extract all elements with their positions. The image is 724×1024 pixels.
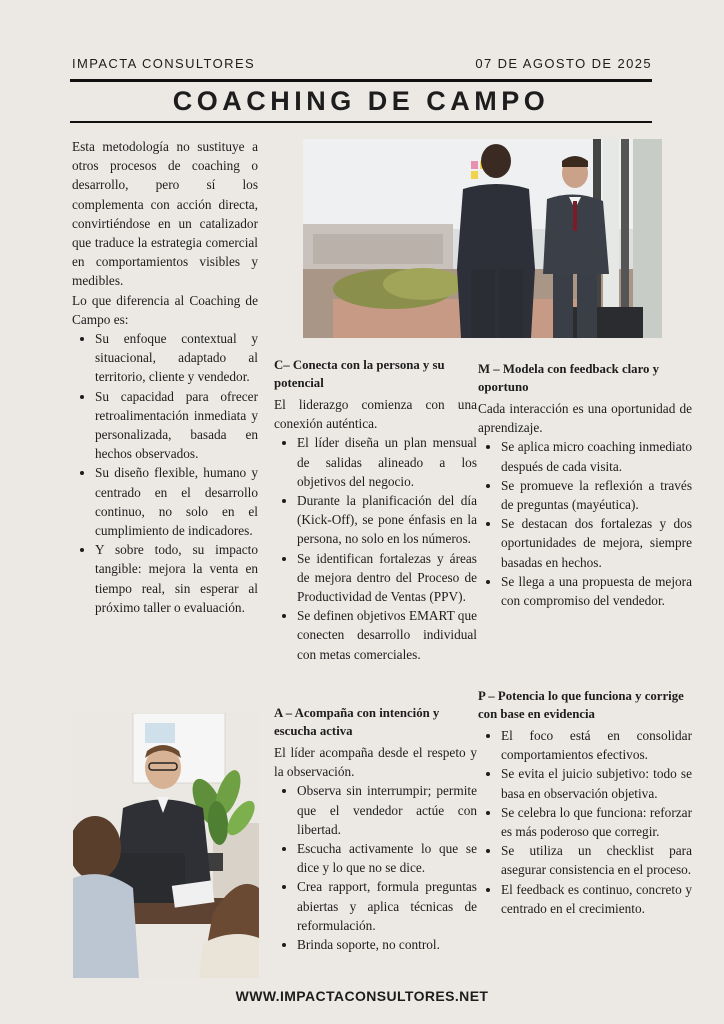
list-item: • Brinda soporte, no control.: [297, 935, 477, 954]
section-p-title: P – Potencia lo que funciona y corrige con base en evidencia: [478, 689, 684, 721]
list-item: • Se definen objetivos EMART que conecten desarrollo individual con metas comerciales.: [297, 606, 477, 664]
lead-paragraph: Lo que diferencia al Coaching de Campo es:: [72, 292, 258, 327]
section-m: [478, 360, 692, 610]
office-meeting-photo: [303, 139, 662, 338]
intro-paragraph: Esta metodología no sustituye a otros procesos de coaching o desarrollo, pero sí los complementa con acción directa, convirtiéndose en un catalizador que traduce la estrategia comercial en comportamientos visibles y medibles.: [72, 139, 258, 289]
section-p: [478, 687, 692, 918]
section-a: [274, 704, 477, 954]
list-item: • Se celebra lo que funciona: reforzar es más poderoso que corregir.: [501, 803, 692, 841]
list-item: • Se aplica micro coaching inmediato después de cada visita.: [501, 437, 692, 475]
list-item: • Escucha activamente lo que se dice y lo que no se dice.: [297, 839, 477, 877]
laptop-meeting-photo: [73, 713, 259, 978]
list-item: • Se utiliza un checklist para asegurar consistencia en el proceso.: [501, 841, 692, 879]
header-rule-top: [70, 79, 652, 82]
page-title: COACHING DE CAMPO: [172, 86, 550, 116]
left-column: [72, 137, 258, 617]
differentiators-list: [72, 329, 258, 617]
section-m-title: M – Modela con feedback claro y oportuno: [478, 362, 660, 394]
list-item: • El feedback es continuo, concreto y centrado en el crecimiento.: [501, 880, 692, 918]
header-rule-bottom: [70, 121, 652, 123]
document-date: 07 DE AGOSTO DE 2025: [475, 56, 652, 71]
list-item: • Se llega a una propuesta de mejora con compromiso del vendedor.: [501, 572, 692, 610]
section-a-list: [274, 781, 477, 954]
section-a-title: A – Acompaña con intención y escucha activa: [274, 706, 440, 738]
section-a-intro: El líder acompaña desde el respeto y la observación.: [274, 745, 477, 780]
laptop-meeting-illustration: [73, 713, 259, 978]
list-item: • Su capacidad para ofrecer retroalimentación inmediata y personalizada, basada en hechos observados.: [95, 387, 258, 464]
company-name: IMPACTA CONSULTORES: [72, 56, 256, 71]
list-item: • Se identifican fortalezas y áreas de mejora dentro del Proceso de Productividad de Ventas (PPV).: [297, 549, 477, 607]
list-item: • Se promueve la reflexión a través de preguntas (mayéutica).: [501, 476, 692, 514]
list-item: • El líder diseña un plan mensual de salidas alineado a los objetivos del negocio.: [297, 433, 477, 491]
list-item: • Crea rapport, formula preguntas abiertas y aplica técnicas de reformulación.: [297, 877, 477, 935]
list-item: • El foco está en consolidar comportamientos efectivos.: [501, 726, 692, 764]
section-c-intro: El liderazgo comienza con una conexión auténtica.: [274, 397, 477, 432]
office-meeting-illustration: [303, 139, 662, 338]
list-item: • Se evita el juicio subjetivo: todo se basa en observación objetiva.: [501, 764, 692, 802]
footer-website: WWW.IMPACTACONSULTORES.NET: [235, 988, 489, 1004]
section-m-list: [478, 437, 692, 610]
list-item: • Y sobre todo, su impacto tangible: mejora la venta en tiempo real, sin esperar al próximo taller o evaluación.: [95, 540, 258, 617]
list-item: • Su enfoque contextual y situacional, adaptado al territorio, cliente y vendedor.: [95, 329, 258, 387]
section-c: [274, 356, 477, 664]
list-item: • Su diseño flexible, humano y centrado en el desarrollo continuo, no solo en el cumplimiento de indicadores.: [95, 463, 258, 540]
section-c-title: C– Conecta con la persona y su potencial: [274, 358, 445, 390]
list-item: • Se destacan dos fortalezas y dos oportunidades de mejora, siempre basadas en hechos.: [501, 514, 692, 572]
section-p-list: [478, 726, 692, 918]
section-m-intro: Cada interacción es una oportunidad de aprendizaje.: [478, 401, 692, 436]
list-item: • Observa sin interrumpir; permite que el vendedor actúe con libertad.: [297, 781, 477, 839]
section-c-list: [274, 433, 477, 663]
list-item: • Durante la planificación del día (Kick-Off), se pone énfasis en la persona, no solo en los números.: [297, 491, 477, 549]
